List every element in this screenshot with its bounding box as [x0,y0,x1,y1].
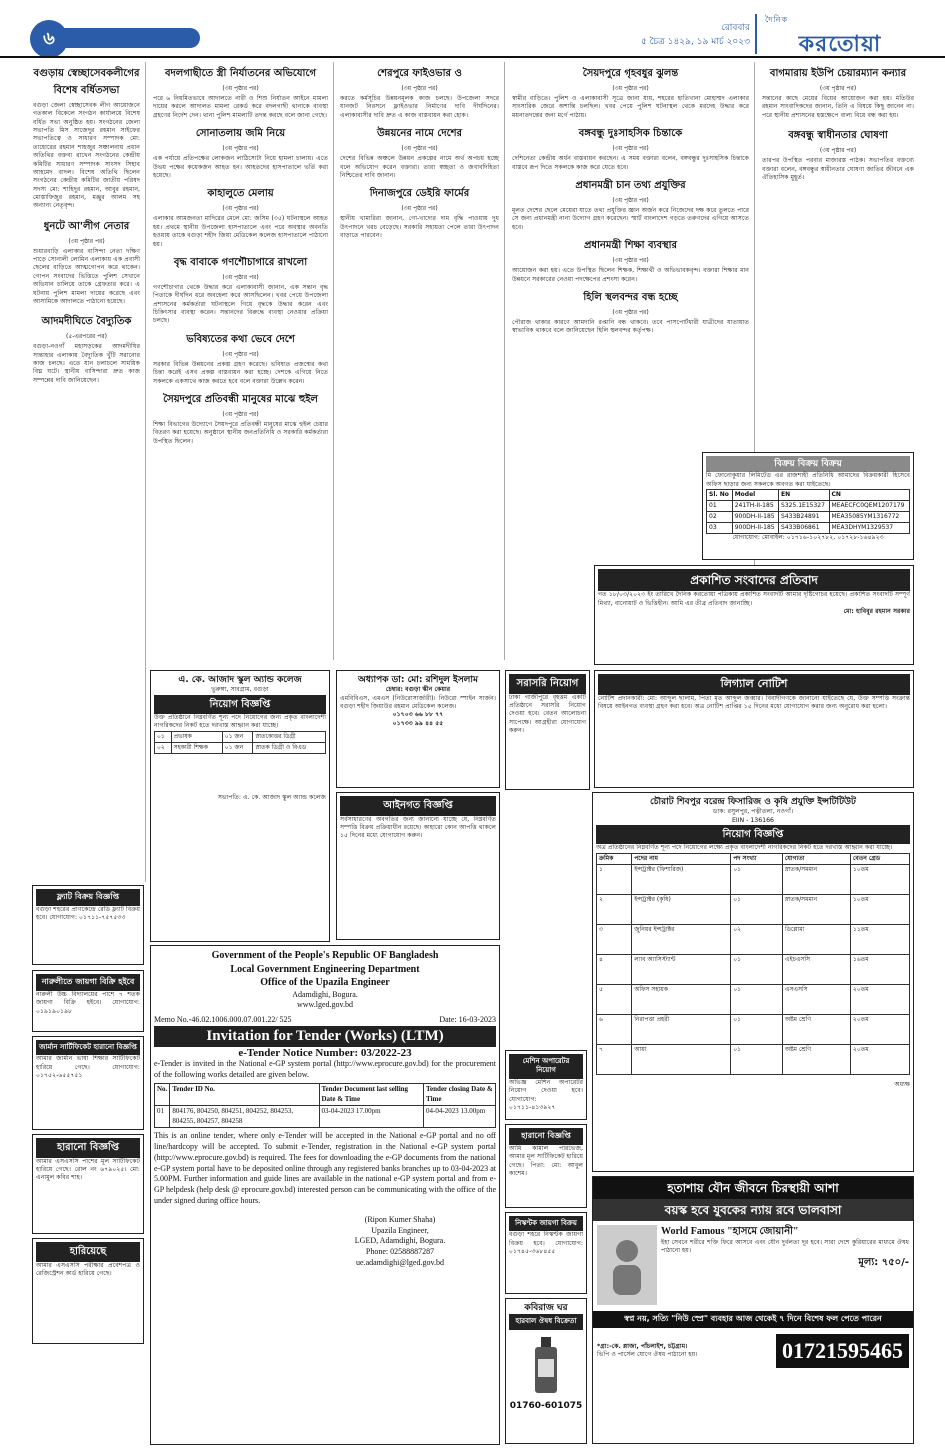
ad-footer [593,1330,913,1372]
ad-title: লিগ্যাল নোটিশ [598,674,910,695]
ad-title: নিস্কণ্টক জায়গা বিক্রয় [509,1216,583,1231]
gov-line-1: Government of the People's Republic OF Bangladesh [211,950,439,961]
continuation-note: (৫-এরপরের পর) [66,333,107,341]
continuation-note: (৩য় পৃষ্ঠার পর) [222,350,259,358]
ad-lged-tender [150,945,500,1445]
ad-title: হারানো বিজ্ঞপ্তি [509,1128,583,1145]
continuation-note: (৩য় পৃষ্ঠার পর) [401,85,438,92]
sign-title: Upazila Engineer, [371,1225,429,1235]
continuation-note: (৩য় পৃষ্ঠার পর) [612,308,649,316]
ad-machine-operator [505,1050,587,1120]
table-cell: ২০তম [850,1044,909,1074]
ad-certificate-lost [32,1036,144,1130]
article-body: মূলত দেশের ছেলে মেয়েরা যাতে তথ্য প্রযুক্তির জ্ঞান অর্জন করে নিজেদের দক্ষ করে তুলতে পারে সে জন্য প্রধানমন্ত্রী নানা উদ্যোগ গ্রহণ করেছেন। স্মার্ট বাংলাদেশ গড়তে তরুণদের এগিয়ে আসতে হবে। [512,207,749,231]
article-body: স্বামীর বাড়িতে। পুলিশ ও এলাকাবাসী সূত্রে জানা যায়, শহরের হাতিখানা মোহাম্মদ এলাকার সাংসারিক জেরে অশান্তি চলছিল। খবর পেয়ে পুলিশ ঘটনাস্থল থেকে মরদেহ উদ্ধার করে ময়নাতদন্তের জন্য মর্গে পাঠায়। [512,95,749,119]
table-row [597,864,910,894]
table-cell: 02 [707,512,733,523]
ad-title: প্রকাশিত সংবাদের প্রতিবাদ [598,569,910,591]
table-header: ক্রমিক [597,853,632,864]
article-body: আয়োজন করা হয়। এতে উপস্থিত ছিলেন শিক্ষক, শিক্ষার্থী ও অভিভাবকবৃন্দ। বক্তারা শিক্ষার মান উন্নয়নে সরকারের নেওয়া পদক্ষেপের প্রশংসা করেন। [512,267,749,283]
article-body: দেশিনেতা কেন্দ্রীয় অর্ধন বাস্তবায়ন করছেন। এ সময় বক্তারা বলেন, বঙ্গবন্ধুর দুঃসাহসিক চিন্তাকে বাস্তবে রূপ দিতে সকলকে কাজ করে যেতে হবে। [512,155,749,171]
ad-text: অত্র প্রতিষ্ঠানের নিম্নবর্ণিত শূন্য পদে নিয়োগের লক্ষ্যে প্রকৃত বাংলাদেশী নাগরিকদের নিকট হতে দরখাস্ত আহ্বান করা যাচ্ছে। [596,844,893,852]
ad-lost-3 [32,1238,144,1344]
headline-1: বগুড়ায় স্বেচ্ছাসেবকলীগের বিশেষ বর্ধিতসভা [33,68,140,96]
article-body: শিক্ষা বিভাগের উদ্যোগে সৈয়দপুরে প্রতিবন্ধী মানুষের মাঝে হুইল চেয়ার বিতরণ করা হয়েছে। অনুষ্ঠানে স্থানীয় জনপ্রতিনিধি ও সরকারি কর্মকর্তারা উপস্থিত ছিলেন। [153,421,328,445]
table-header: Tender Document last selling Date & Time [319,1084,424,1106]
article-body: পৌরাজ থাকার কারণে আমদানি রপ্তানি বন্ধ থাকবে। তবে পাসপোর্টধারী যাত্রীদের যাতায়াত স্বাভাবিক থাকবে বলে জানিয়েছেন হিলি স্থলবন্দর কর্তৃপক্ষ। [512,319,749,335]
ad-title: হারিয়েছে [36,1242,140,1262]
page-header [0,0,945,58]
tender-title: Invitation for Tender (Works) (LTM) [154,1026,496,1047]
ad-text: গত ১৮/০৩/২০২৩ ইং তারিখে দৈনিক করতোয়া পত্রিকায় প্রকাশিত সংবাদটি আমার দৃষ্টিগোচর হয়েছে। প্রকাশিত সংবাদটি সম্পূর্ণ মিথ্যা, বানোয়াট ও ভিত্তিহীন। আমি এর তীব্র প্রতিবাদ জানাচ্ছি। [598,591,910,607]
table-cell: ইন্সট্রাক্টর (ফিশারিজ) [632,864,731,894]
ad-phone: 01760-601075 [509,1400,583,1411]
table-cell: 241TH-II-185 [732,500,778,511]
ad-title: জার্মান সার্টিফিকেট হারানো বিজ্ঞপ্তি [36,1040,140,1055]
continuation-note: (৩য় পৃষ্ঠার পর) [222,145,259,153]
headline: বঙ্গবন্ধু স্বাধীনতার ঘোষণা [788,130,888,142]
tender-notice-number: e-Tender Notice Number: 03/2022-23 [238,1046,412,1059]
table-cell: 01 [155,1106,170,1128]
ad-title: সরাসরি নিয়োগ [509,674,586,694]
ad-eiin: EIIN - 136166 [732,816,774,824]
headline: হিলি স্থলবন্দর বন্ধ হচ্ছে [583,291,678,303]
page-number: ৬ [30,20,68,58]
table-cell: স্নাতকোত্তর ডিগ্রী [253,731,326,742]
table-cell: স্নাতক/সমমান [782,894,850,924]
ad-phone-number: 01721595465 [776,1334,909,1368]
memo-date: Date: 16-03-2023 [439,1015,496,1025]
gov-line-4: Adamdighi, Bogura. [292,989,358,999]
ad-text: সর্বসাধারণের অবগতির জন্য জানানো যাচ্ছে যে, নিম্নবর্ণিত সম্পত্তি বিক্রয় প্রক্রিয়াধীন রয়েছে। কাহারো কোন আপত্তি থাকলে ১৫ দিনের মধ্যে যোগাযোগ করুন। [340,815,496,840]
masthead [755,14,915,54]
table-row [707,500,910,511]
ad-text: আমার জার্মান ভাষা শিক্ষার সার্টিফিকেট হারিয়ে গেছে। যোগাযোগ: ০১৭৫২-৬৫৫৭৫১ [36,1055,140,1080]
table-row [597,1014,910,1044]
vehicle-table [706,489,910,534]
ad-kobiraj [505,1298,587,1444]
article-body: স্থানীয় খামারিরা জানান, গো-খাদ্যের দাম বৃদ্ধি পাওয়ায় দুধ উৎপাদনে খরচ বেড়েছে। সরকারি সহায়তা পেলে তারা উৎপাদন বাড়াতে পারবেন। [340,215,499,240]
table-cell: ২ [597,894,632,924]
table-header: Tender closing Date & Time [424,1084,496,1106]
table-header: পদ সংখ্যা [731,853,783,864]
headline: প্রধানমন্ত্রী চান তথ্য প্রযুক্তির [575,179,686,191]
ad-bar: স্বপ্ন নয়, সত্যি "নিউ স্প্রে" ব্যবহার আজ থেকেই ৭ দিনে বিশেষ ফল পেতে পারেন [593,1311,913,1328]
ad-subtitle: হারবাল ঔষধ বিক্রেতা [509,1314,583,1329]
table-cell: ০১ জন [222,731,253,742]
headline: প্রধানমন্ত্রী শিক্ষা ব্যবস্থার [583,240,678,252]
table-header: No. [155,1084,170,1106]
ad-lost-2 [505,1124,587,1208]
table-cell: MEAECFC0QEM1207179 [829,500,910,511]
ad-title: কবিরাজ ঘর [524,1303,568,1313]
table-header: বেতন গ্রেড [850,853,909,864]
sign-org: LGED, Adamdighi, Bogura. [354,1236,446,1246]
table-cell: স্নাতক ডিগ্রী ও বিএড [253,742,326,753]
ad-legal-notice [336,792,500,940]
table-cell: ০২ [155,742,172,753]
article-body: গণশৌচাগার থেকে উদ্ধার করে এলাকাবাসী জানান, এক সন্তান বৃদ্ধ পিতাকে দীর্ঘদিন ধরে অবহেলা করে আসছিলেন। খবর পেয়ে উপজেলা প্রশাসনের কর্মকর্তারা ঘটনাস্থলে গিয়ে বৃদ্ধকে উদ্ধার করেন এবং চিকিৎসার ব্যবস্থা করেন। সন্তানদের বিরুদ্ধে ব্যবস্থা নেওয়ার প্রক্রিয়া চলছে। [153,283,328,325]
ad-address-block [597,1343,776,1360]
headline: বঙ্গবন্ধু দুঃসাহসিক চিন্তাকে [578,128,683,140]
continuation-note: (৩য় পৃষ্ঠার পর) [222,410,259,418]
article-body: এলাকার আমজনতা মাদিরের মেলে মো: জসিম (৩৫) ঘটনাস্থলে আহত হয়। প্রথমে স্থানীয় উপজেলা হাসপাতালে এবং পরে অবস্থার অবনতি হওয়ায় তাকে বগুড়া শহীদ জিয়া মেডিকেল কলেজ হাসপাতালে পাঠানো হয়। [153,215,328,248]
article-body: বগুড়া-নওগাঁ মহাসড়কের আদমদীঘির সান্তাহার এলাকায় বৈদ্যুতিক খুঁটি সরানোর কাজ চলছে। এতে যান চলাচলে সাময়িক বিঘ্ন ঘটে। স্থানীয় বাসিন্দারা দ্রুত কাজ সম্পন্নের দাবি জানিয়েছেন। [33,343,140,384]
table-row [155,742,326,753]
ad-protest [594,565,914,665]
doctor-name: মো: রশিদুল ইসলাম [407,675,478,685]
ad-land-sale-2 [505,1212,587,1294]
table-header: CN [829,489,910,500]
ad-title: নিয়োগ বিজ্ঞপ্তি [596,825,910,845]
table-row [597,954,910,984]
table-cell: ০১ [731,984,783,1014]
table-cell: ১০তম [850,864,909,894]
ad-address: ডাক: রসুলপুর, পত্নীতলা, নওগাঁ। [712,808,794,816]
table-cell: S325.1E15327 [779,500,829,511]
bottle-icon [509,1330,583,1400]
table-cell: ১১তম [850,924,909,954]
ad-title: নারুলীতে জায়গা বিক্রি হইবে [36,974,140,991]
ad-text: ইহা সেবনে শরীরে শক্তি ফিরে আসবে এবং যৌন দুর্বলতা দূর হবে। সারা দেশে কুরিয়ারের মাধ্যমে ঔষধ পাঠানো হয়। [661,1238,909,1255]
article-body: সন্তানের কাছে মেয়ের বিয়ের আয়োজন করা হয়। মতিউর রহমান সাংবাদিকদের জানান, তিনি এ বিষয়ে কিছু জানেন না। পরে স্থানীয় প্রশাসনের হস্তক্ষেপে বাল্য বিয়ে বন্ধ করা হয়। [762,95,914,119]
table-cell: ০১ জন [222,742,253,753]
article-body: করতে কর্মসূচির উন্নয়নমূলক কাজ চলছে। উপজেলা সদরে যানজট নিরসনে ফ্লাইওভার নির্মাণের দাবি দীর্ঘদিনের। এলাকাবাসীর দাবি দ্রুত এ কাজ বাস্তবায়ন করা হোক। [340,95,499,119]
signature-block [304,1215,496,1269]
table-cell: নিরাপত্তা প্রহরী [632,1014,731,1044]
table-cell: ৫ [597,984,632,1014]
ad-flat-sale [32,885,144,965]
table-cell: S433B06861 [779,523,829,534]
ad-org-name: চৌরাট শিবপুর বরেন্দ্র ফিসারিজ ও কৃষি প্রযুক্তি ইন্সটিটিউট [650,797,856,807]
ad-title: বিক্রয় বিক্রয় বিক্রয় [706,456,910,472]
vacancy-table [154,731,326,754]
table-cell: 01 [707,500,733,511]
column-3 [335,62,505,660]
table-cell: ০১ [731,864,783,894]
tender-body: This is an online tender, where only e-Tender will be accepted in the National e-GP portal and no off line/hardcopy will be accepted. To submit e-Tender, registration in the National e-GP system portal (http://www.eprocure.gov.bd) is required. The fees for downloading the e-GP documents from the national e-GP system portal have to be deposited online through any registered banks branches up to 03-04-2023 at 5.00PM. Further information and guide lines are available in the national e-GP system portal and from e-GP helpdesk (help desk @ eprocure.gov.bd) interested person can be communicating with the office of the under signed during office hours. [154,1131,496,1206]
ad-headline-2: বয়স্ক হবে যুবকের ন্যায় রবে ভালবাসা [593,1199,913,1221]
table-cell: MEA35085YM1316772 [829,512,910,523]
ad-chourat-institute [592,792,914,1172]
ad-brand: World Famous "হাসমে জোয়ানী" [661,1226,799,1238]
ad-title: হারানো বিজ্ঞপ্তি [36,1138,140,1158]
ad-headline-1: হতাশায় যৌন জীবনে চিরস্থায়ী আশা [593,1177,913,1199]
continuation-note: (৩য় পৃষ্ঠার পর) [222,273,259,281]
continuation-note: (৩য় পৃষ্ঠার পর) [401,145,438,153]
doctor-info: এমবিবিএস, এমএস (নিউরোসার্জারী)। নিউরো স্পাইন সার্জন। বগুড়া শহীদ জিয়াউর রহমান মেডিকেল কলেজ। [340,694,496,710]
ad-title: নিয়োগ বিজ্ঞপ্তি [154,695,326,715]
table-header: Tender ID No. [170,1084,319,1106]
table-cell: এসএসসি [782,984,850,1014]
table-cell: ০১ [155,731,172,742]
headline: বদলগাছীতে স্ত্রী নির্যাতনের অভিযোগে [164,68,317,79]
table-row [155,1106,496,1128]
ad-address: *গ্রা:-কে. প্লাজা, পাঁচলাইশ, চট্টগ্রাম। [597,1342,688,1350]
table-cell: 03 [707,523,733,534]
ad-title: মেশিন অপারেটর নিয়োগ [509,1054,583,1079]
table-cell: ০১ [731,1014,783,1044]
table-row [155,731,326,742]
article-body: সরকার বিভিন্ন উন্নয়নের প্রকল্প গ্রহণ করেছে। ভবিষ্যত প্রজন্মের কথা চিন্তা করেই এসব প্রকল্প বাস্তবায়ন করা হচ্ছে। দেশকে এগিয়ে নিতে সকলকে একসাথে কাজ করতে হবে বলে বক্তারা উল্লেখ করেন। [153,360,328,385]
ad-text: ঢাকা গাজীপুরে বৃহত্তম একটি প্রতিষ্ঠানে সরাসরি নিয়োগ দেওয়া হবে। বেতন আলোচনা সাপেক্ষে। আগ্রহীরা যোগাযোগ করুন। [509,693,586,734]
ad-title: আইনগত বিজ্ঞপ্তি [340,796,496,816]
ad-text: আমার এসএসসি পরীক্ষার প্রবেশপত্র ও রেজিস্ট্রেশন কার্ড হারিয়ে গেছে। [36,1261,140,1277]
continuation-note: (৩য় পৃষ্ঠার পর) [612,257,649,265]
table-row [597,984,910,1014]
column-1 [28,62,146,882]
continuation-note: (৩য় পৃষ্ঠার পর) [819,147,857,155]
table-header: Sl. No [707,489,733,500]
date-label: ৫ চৈত্র ১৪২৯, ১৯ মার্চ ২০২৩ [640,37,750,47]
day-label: রোববার [721,23,750,33]
ad-title: ফ্ল্যাট বিক্রয় বিজ্ঞপ্তি [36,889,140,906]
table-cell: ২০তম [850,984,909,1014]
doctor-phone: ০১৭০৩ ৬৬ ৮৮ ৭৭ [392,711,444,719]
ad-health [592,1176,914,1444]
article-body: শুয়ারবাড়ি এলাকার বাসিন্দা নেতা দক্ষিণ পাড়ে সোনালী লোমিন এলাকায় এক প্রবাসী ছেলের বাড়িতে আত্মগোপন করে থাকেন। গোপন সংবাদের ভিত্তিতে পুলিশ সেখানে অভিযান চালিয়ে তাকে গ্রেফতার করে। এ ঘটনায় পুলিশ মামলা দায়ের করেছে এবং আসামিকে আদালতে পাঠানো হয়েছে। [33,247,140,305]
table-cell: 900DH-II-185 [732,523,778,534]
ad-bikroy [702,452,914,560]
ad-text: মি ফোনোকুয়ার লিমিটেড এর রাজশাহী প্রতিনিধি আমাদের বিক্রয়কারী হিসেবে অফিস ছাড়ার জন্য সকলকে অবগত করা যাইতেছে। [706,472,910,488]
headline: কাহালুতে মেলায় [207,188,274,200]
table-cell: ৩ [597,924,632,954]
table-header: Model [732,489,778,500]
table-cell: ০১ [731,1044,783,1074]
table-cell: এইচএসসি [782,954,850,984]
ad-text: বগুড়া শহরে নিস্কণ্টক জায়গা বিক্রয় হবে। যোগাযোগ: ০১৭৪৫-৩৬৮৪৫৫ [509,1231,583,1256]
table-row [597,894,910,924]
ad-azad-school [150,670,330,942]
continuation-note: (৩য় পৃষ্ঠার পর) [819,85,857,92]
headline: সৈয়দপুরে প্রতিবন্ধী মানুষের মাঝে হুইল [163,393,318,405]
table-cell: সহকারী শিক্ষক [171,742,222,753]
headline: ভবিষ্যতের কথা ভেবে দেশে [186,333,295,345]
doctor-phone: ০১৭৩৩ ৯৯ ৪৪ ৫৫ [392,719,444,727]
table-cell: S433B24891 [779,512,829,523]
ad-land-sale [32,970,144,1032]
ad-text: অভিজ্ঞ মেশিন অপারেটর নিয়োগ দেওয়া হবে। যোগাযোগ: ০১৭১১-৪১৩৯২৭ [509,1078,583,1111]
table-row [707,512,910,523]
ad-text: আমি কামাল পারভেজ, আমার মূল সার্টিফিকেট হারিয়ে গেছে। পিতা: মো: আবুল কাশেম। [509,1144,583,1177]
doctor-chamber: চেম্বার: বগুড়া স্কীন কেয়ার [385,686,451,694]
headline-2: ধুনটে আ'লীগ নেতার [43,220,130,232]
table-row [707,523,910,534]
continuation-note: (৩য় পৃষ্ঠার পর) [222,85,259,92]
table-header: পদের নাম [632,853,731,864]
continuation-note: (৩য় পৃষ্ঠার পর) [612,85,649,92]
ad-footer: সভাপতি: এ. কে. আজাদ স্কুল অ্যান্ড কলেজ [217,793,326,801]
table-cell: ৪ [597,954,632,984]
ad-content [593,1221,913,1309]
table-cell: ২০তম [850,1014,909,1044]
headline: উন্নয়নের নামে দেশের [376,128,463,140]
column-5 [758,62,918,502]
continuation-note: (৩য় পৃষ্ঠার পর) [612,145,649,153]
tender-intro: e-Tender is invited in the National e-GP system portal (http://www.eprocure.gov.bd) for the procurement of the following works detailed are given below. [154,1058,496,1079]
doctor-prefix: অধ্যাপক ডা: [358,675,405,685]
ad-lost-1 [32,1134,144,1234]
ad-footer: যোগাযোগ: মোবাইল: ০১৭১৬-১০২৭৮২, ০১৭২৮-১৬৪৯২৩ [732,534,884,542]
article-body: বগুড়া জেলা স্বেচ্ছাসেবক লীগ আয়োজনে গতকাল বিকেলে সংগঠন কার্যালয়ে বিশেষ বর্ধিত সভা অনুষ্ঠিত হয়। সংগঠনের জেলা সভাপতি মিস সাজেদুর রহমান সাইফের সভাপতিত্বে ও সাধারণ সম্পাদক মো: তাহোরের রহমান শাহজুর সঞ্চালনায় প্রধান অতিথির বক্তব্য রাখেন সংগঠনের কেন্দ্রীয় কমিটির সাধারণ সম্পাদক সাংসদ সিহাব আহমেদ বাদল। বিশেষ অতিথি ছিলেন সংগঠনের কেন্দ্রীয় কমিটির জাতীয় পরিষদ সদস্য মো: শাহিদুর রহমান, আবুর রহমান, মোস্তাফিজুর রহমান, মঞ্জুর আলম সহ অন্যান্য নেতৃবৃন্দ। [33,102,140,210]
headline: বাগমারায় ইউপি চেয়ারম্যান কন্যার [769,68,907,79]
masthead-prefix: দৈনিক [765,15,789,24]
table-cell: ১৬তম [850,954,909,984]
ad-direct-recruit [505,670,590,790]
masthead-title: করতোয়া [798,31,882,54]
tender-table [154,1083,496,1128]
headline: সোনাতলায় জমি নিয়ে [195,128,286,140]
ad-address: ভুরুঙ্গা, সাবগ্রাম, বগুড়া [211,686,269,694]
ad-footer: অধ্যক্ষ [894,1080,910,1088]
article-body: তারপর উপস্থিত পরবার মাজারস্ত পাঠক। সভাপতির বক্তব্যে বক্তারা বলেন, বঙ্গবন্ধুর স্বাধীনতার ঘোষণা জাতির জীবনে এক ঐতিহাসিক মুহূর্ত। [762,157,914,181]
column-2 [148,62,334,660]
ad-text: নোটিশ প্রদানকারী: মো: আব্দুল ছালাম, পিতা মৃত আব্দুল জব্বার। বিবাদীগণকে জানানো যাইতেছে যে, উক্ত সম্পত্তি সংক্রান্ত বিষয়ে আইনগত ব্যবস্থা গ্রহণ করা হবে। অত্র নোটিশ প্রাপ্তির ১৫ দিনের মধ্যে যোগাযোগ করার জন্য অনুরোধ করা হলো। [598,694,910,711]
table-cell: ১ [597,864,632,894]
ad-text: আমার এসএসসি পাশের মূল সার্টিফিকেট হারিয়ে গেছে। রোল নং ৬৭৯০২৫। মো: এনামুল কবির শাহ। [36,1157,140,1182]
table-cell: 04-04-2023 13.00pm [424,1106,496,1128]
sign-email: ue.adamdighi@lged.gov.bd [356,1258,444,1267]
table-cell: অষ্টম শ্রেণি [782,1044,850,1074]
memo-number: Memo No.-46.02.1006.000.07.001.22/ 525 [154,1015,292,1025]
table-cell: স্নাতক/সমমান [782,864,850,894]
table-cell: ইন্সট্রাক্টর (কৃষি) [632,894,731,924]
article-body: দেশের বিভিন্ন অঞ্চলে উন্নয়ন প্রকল্পের নামে অর্থ অপচয় হচ্ছে বলে অভিযোগ করেন বক্তারা। তারা স্বচ্ছতা ও জবাবদিহিতা নিশ্চিতের দাবি জানান। [340,155,499,179]
table-header: যোগ্যতা [782,853,850,864]
sign-name: (Ripon Kumer Shaha) [364,1214,436,1224]
gov-website: www.lged.gov.bd [296,1000,354,1010]
continuation-note: (৩য় পৃষ্ঠার পর) [222,205,259,213]
table-cell: ০১ [731,954,783,984]
sign-phone: Phone: 02588887287 [365,1247,435,1257]
headline: শেরপুরে ফাইওভার ও [377,68,462,79]
continuation-note: (৩য় পৃষ্ঠার পর) [68,237,105,245]
ad-lipyal-notice [594,670,914,788]
gov-line-2: Local Government Engineering Department [230,963,420,975]
ad-text: বগুড়া শহরের প্রাণকেন্দ্রে রেডি ফ্ল্যাট বিক্রয় হবে। যোগাযোগ: ০১৭১১-৭৫৭৫৩৩ [36,905,140,922]
table-cell: আয়া [632,1044,731,1074]
table-header: EN [779,489,829,500]
gov-line-3: Office of the Upazila Engineer [260,977,390,988]
table-cell: 03-04-2023 17.00pm [319,1106,424,1128]
table-cell: প্রভাষক [171,731,222,742]
ad-signature: মো: হাবিবুর রহমান সরকার [843,607,910,615]
continuation-note: (৩য় পৃষ্ঠার পর) [401,205,438,213]
doctor-title [340,674,496,686]
headline: দিনাজপুরে ডেইরি ফার্মের [369,188,470,200]
headline-3: আদমদীঘিতে বৈদ্যুতিক [41,316,132,328]
table-cell: 900DH-II-185 [732,512,778,523]
vacancy-table [596,853,910,1075]
ad-text: উক্ত প্রতিষ্ঠানে নিম্নবর্ণিত শূন্য পদে নিয়োগের জন্য প্রকৃত বাংলাদেশী নাগরিকদের নিকট হতে দরখাস্ত আহ্বান করা যাচ্ছে। [154,714,326,730]
table-cell: ০১ [731,894,783,924]
table-cell: অফিস সহায়ক [632,984,731,1014]
ad-text: নারুলী উচ্চ বিদ্যালয়ের পাশে ৭ শতক জায়গা বিক্রি হইবে। যোগাযোগ: ০১৯১৯০১৯৮ [36,990,140,1015]
ad-price: মূল্য: ৭৫০/- [858,1256,909,1268]
ad-org-name: এ. কে. আজাদ স্কুল অ্যান্ড কলেজ [178,675,302,685]
table-cell: ডিপ্লোমা [782,924,850,954]
article-body: এক পর্যায়ে প্রতিপক্ষের লোকজন লাঠিসোটা নিয়ে হামলা চালায়। এতে উভয় পক্ষের কয়েকজন আহত হন। আহতদের হাসপাতালে ভর্তি করা হয়েছে। [153,155,328,179]
ad-doctor [336,670,500,788]
table-cell: অষ্টম শ্রেণি [782,1014,850,1044]
table-cell: MEA3DHYM1329537 [829,523,910,534]
ad-address-2: ভিপি ও পার্সেল যোগে ঔষধ পাঠানো হয়। [597,1351,698,1359]
table-cell: ৭ [597,1044,632,1074]
table-cell: জুনিয়র ইন্সট্রাক্টর [632,924,731,954]
table-cell: ০২ [731,924,783,954]
continuation-note: (৩য় পৃষ্ঠার পর) [612,196,649,204]
table-row [597,924,910,954]
headline: সৈয়দপুরে গৃহবধুর ঝুলন্ত [582,68,679,79]
table-cell: ল্যাব অ্যাসিস্ট্যান্ট [632,954,731,984]
ad-copy [661,1225,909,1305]
table-cell: ৬ [597,1014,632,1044]
person-photo-icon [597,1225,657,1305]
table-cell: ১০তম [850,894,909,924]
article-body: পরে ৬ নিয়মিতভাবে আদালতে নারী ও শিশু নির্যাতন আইনে মামলা দায়ের করলে আদালত মামলা রেকর্ড করে বদলগাছী থানাকে ব্যবস্থা গ্রহণের নির্দেশ দেন। থানা পুলিশ মামলাটি তদন্ত করছে বলে জানা গেছে। [153,95,328,119]
memo-row [154,1015,496,1026]
table-cell: 804176, 804250, 804251, 804252, 804253, 804255, 804257, 804258 [170,1106,319,1128]
headline: বৃদ্ধ বাবাকে গণশৌচাগারে রাখলো [173,256,308,268]
table-row [597,1044,910,1074]
